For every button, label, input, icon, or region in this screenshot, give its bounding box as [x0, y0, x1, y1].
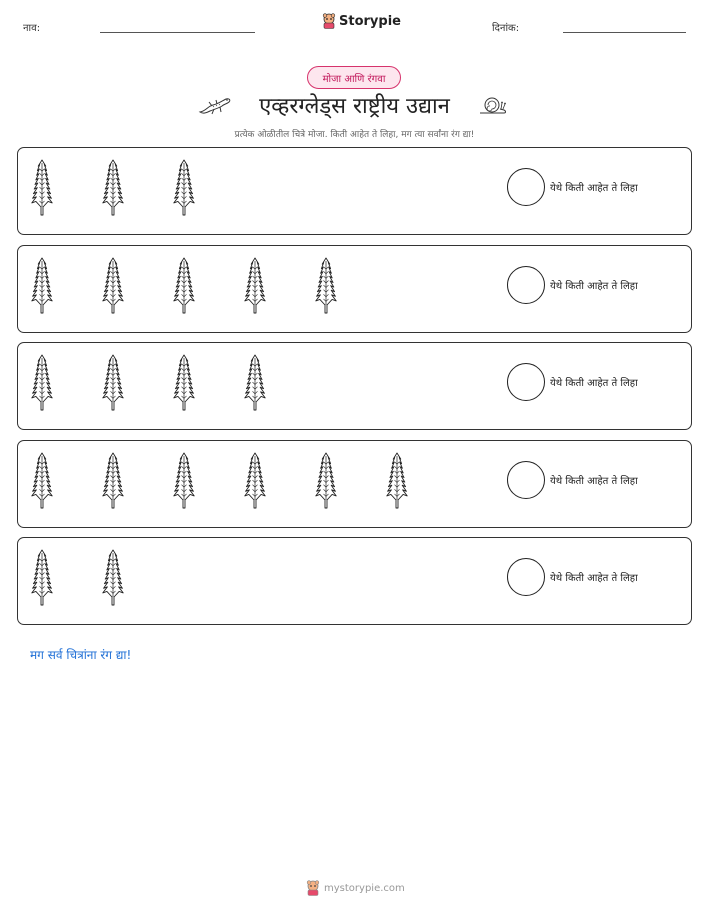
sawgrass-plant-icon — [30, 159, 54, 217]
count-row-1 — [17, 147, 692, 235]
sawgrass-plant-icon — [243, 354, 267, 412]
sawgrass-plant-icon — [172, 257, 196, 315]
answer-label: येथे किती आहेत ते लिहा — [550, 573, 638, 584]
date-field[interactable] — [563, 32, 686, 33]
count-row-2 — [17, 245, 692, 333]
brand-name: Storypie — [339, 13, 401, 29]
sawgrass-plant-icon — [172, 159, 196, 217]
count-row-5 — [17, 537, 692, 625]
page-title: एव्हरग्लेड्स राष्ट्रीय उद्यान — [259, 94, 450, 119]
answer-label: येथे किती आहेत ते लिहा — [550, 378, 638, 389]
row-plants — [18, 343, 498, 429]
sawgrass-plant-icon — [30, 549, 54, 607]
storypie-mascot-icon — [322, 13, 336, 29]
sawgrass-plant-icon — [172, 452, 196, 510]
sawgrass-plant-icon — [172, 354, 196, 412]
storypie-mascot-icon — [306, 880, 320, 896]
answer-label: येथे किती आहेत ते लिहा — [550, 476, 638, 487]
row-plants — [18, 148, 498, 234]
sawgrass-plant-icon — [30, 257, 54, 315]
snail-icon — [478, 94, 508, 116]
row-plants — [18, 538, 498, 624]
sawgrass-plant-icon — [314, 452, 338, 510]
answer-circle[interactable] — [507, 266, 545, 304]
row-plants — [18, 246, 498, 332]
answer-circle[interactable] — [507, 168, 545, 206]
answer-circle[interactable] — [507, 363, 545, 401]
row-plants — [18, 441, 498, 527]
name-field[interactable] — [100, 32, 255, 33]
count-row-3 — [17, 342, 692, 430]
site-url: mystorypie.com — [324, 882, 405, 894]
date-label: दिनांक: — [492, 23, 520, 34]
answer-label: येथे किती आहेत ते लिहा — [550, 183, 638, 194]
name-label: नाव: — [23, 23, 41, 34]
sawgrass-plant-icon — [30, 452, 54, 510]
sawgrass-plant-icon — [101, 257, 125, 315]
count-row-4 — [17, 440, 692, 528]
sawgrass-plant-icon — [101, 354, 125, 412]
sawgrass-plant-icon — [314, 257, 338, 315]
answer-circle[interactable] — [507, 558, 545, 596]
site-footer — [306, 880, 405, 896]
sawgrass-plant-icon — [101, 159, 125, 217]
sawgrass-plant-icon — [101, 549, 125, 607]
instructions: प्रत्येक ओळीतील चित्रे मोजा. किती आहेत ते लिहा, मग त्या सर्वांना रंग द्या! — [234, 130, 475, 140]
sawgrass-plant-icon — [385, 452, 409, 510]
brand-logo — [322, 13, 401, 29]
sawgrass-plant-icon — [101, 452, 125, 510]
sawgrass-plant-icon — [243, 452, 267, 510]
activity-badge: मोजा आणि रंगवा — [307, 66, 401, 89]
footer-note: मग सर्व चित्रांना रंग द्या! — [30, 648, 132, 662]
answer-circle[interactable] — [507, 461, 545, 499]
answer-label: येथे किती आहेत ते लिहा — [550, 281, 638, 292]
sawgrass-plant-icon — [243, 257, 267, 315]
sawgrass-plant-icon — [30, 354, 54, 412]
